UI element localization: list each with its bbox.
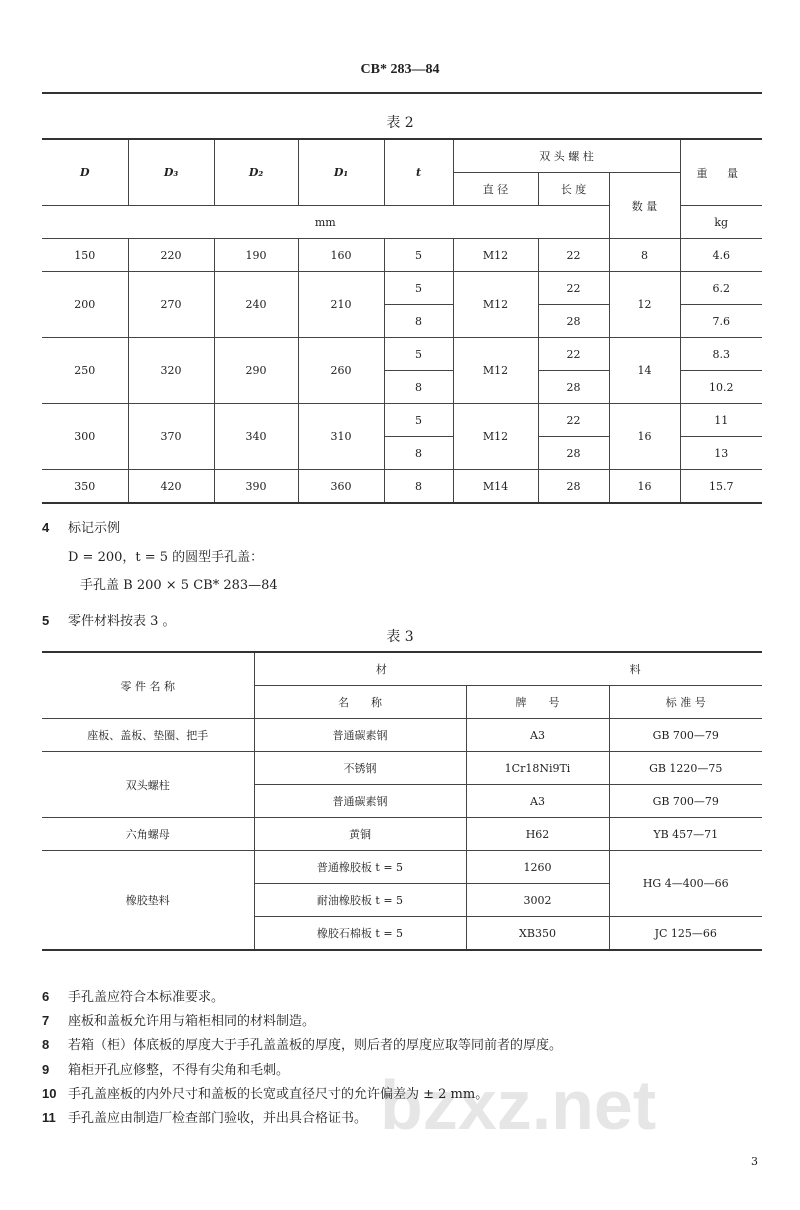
col-material-name: 名 称 xyxy=(254,686,466,719)
cell: 16 xyxy=(609,404,680,470)
cell: 5 xyxy=(384,239,453,272)
cell: 420 xyxy=(128,470,214,504)
group-material xyxy=(254,652,762,686)
table-row xyxy=(42,239,762,272)
cell: 320 xyxy=(128,338,214,404)
table3-caption: 表 3 xyxy=(386,629,414,645)
col-standard: 标 准 号 xyxy=(609,686,762,719)
cell: 270 xyxy=(128,272,214,338)
item-text: 手孔盖应符合本标准要求。 xyxy=(68,990,225,1005)
item-number: 6 xyxy=(42,989,50,1004)
cell: 11 xyxy=(680,404,762,437)
item-7 xyxy=(42,1010,315,1029)
section-number: 5 xyxy=(42,613,50,628)
col-D2: D₂ xyxy=(214,139,298,206)
unit-mm: mm xyxy=(42,206,609,239)
cell: 220 xyxy=(128,239,214,272)
header-rule xyxy=(42,92,762,94)
unit-kg: kg xyxy=(680,206,762,239)
item-10 xyxy=(42,1083,488,1102)
cell: 22 xyxy=(538,338,609,371)
cell: 370 xyxy=(128,404,214,470)
cell: 22 xyxy=(538,239,609,272)
cell: 300 xyxy=(42,404,128,470)
cell: M12 xyxy=(453,272,538,338)
cell: 12 xyxy=(609,272,680,338)
item-11 xyxy=(42,1107,367,1126)
group-bolt: 双 头 螺 柱 xyxy=(453,139,680,173)
item-number: 7 xyxy=(42,1013,50,1028)
cell: 8.3 xyxy=(680,338,762,371)
table-row xyxy=(42,719,762,752)
material-label-left: 材 xyxy=(375,663,387,676)
item-number: 10 xyxy=(42,1086,57,1101)
col-grade: 牌 号 xyxy=(466,686,609,719)
cell: GB 1220—75 xyxy=(609,752,762,785)
cell: 5 xyxy=(384,338,453,371)
cell: HG 4—400—66 xyxy=(609,851,762,917)
cell: 双头螺柱 xyxy=(42,752,254,818)
cell: JC 125—66 xyxy=(609,917,762,951)
cell: M12 xyxy=(453,338,538,404)
cell: 13 xyxy=(680,437,762,470)
cell: 22 xyxy=(538,404,609,437)
item-text: 座板和盖板允许用与箱柜相同的材料制造。 xyxy=(68,1014,316,1029)
cell: 普通碳素钢 xyxy=(254,785,466,818)
item-8 xyxy=(42,1034,562,1053)
col-quantity: 数 量 xyxy=(609,173,680,239)
item-text: 箱柜开孔应修整，不得有尖角和毛刺。 xyxy=(68,1063,290,1078)
col-D3: D₃ xyxy=(128,139,214,206)
cell: 8 xyxy=(384,371,453,404)
cell: 不锈钢 xyxy=(254,752,466,785)
cell: 5 xyxy=(384,272,453,305)
material-label-right: 料 xyxy=(629,663,641,676)
cell: XB350 xyxy=(466,917,609,951)
section-number: 4 xyxy=(42,520,50,535)
table-row xyxy=(42,404,762,437)
cell: 260 xyxy=(298,338,384,404)
cell: M14 xyxy=(453,470,538,504)
cell: 3002 xyxy=(466,884,609,917)
cell: 7.6 xyxy=(680,305,762,338)
cell: 390 xyxy=(214,470,298,504)
section-text: 零件材料按表 3 。 xyxy=(68,614,176,629)
item-text: 手孔盖应由制造厂检查部门验收，并出具合格证书。 xyxy=(68,1111,368,1126)
cell: 8 xyxy=(384,305,453,338)
cell: 350 xyxy=(42,470,128,504)
table-row xyxy=(42,470,762,504)
cell: 310 xyxy=(298,404,384,470)
col-length: 长 度 xyxy=(538,173,609,206)
cell: 普通碳素钢 xyxy=(254,719,466,752)
cell: M12 xyxy=(453,239,538,272)
table-row xyxy=(42,338,762,371)
table-row xyxy=(42,272,762,305)
table-row xyxy=(42,851,762,884)
col-weight: 重 量 xyxy=(680,139,762,206)
cell: 250 xyxy=(42,338,128,404)
document-header: CB* 283—84 xyxy=(360,62,440,77)
item-6 xyxy=(42,986,224,1005)
cell: 16 xyxy=(609,470,680,504)
cell: A3 xyxy=(466,785,609,818)
cell: 10.2 xyxy=(680,371,762,404)
marking-example-line1: D = 200，t = 5 的圆型手孔盖： xyxy=(68,550,264,565)
cell: GB 700—79 xyxy=(609,719,762,752)
cell: 1Cr18Ni9Ti xyxy=(466,752,609,785)
cell: 210 xyxy=(298,272,384,338)
cell: 160 xyxy=(298,239,384,272)
table-row xyxy=(42,752,762,785)
item-number: 11 xyxy=(42,1110,56,1125)
cell: 橡胶石棉板 t = 5 xyxy=(254,917,466,951)
cell: A3 xyxy=(466,719,609,752)
marking-example-line2: 手孔盖 B 200 × 5 CB* 283—84 xyxy=(80,578,278,593)
cell: 28 xyxy=(538,470,609,504)
item-9 xyxy=(42,1059,289,1078)
watermark: bzxz.net xyxy=(380,1066,657,1144)
cell: M12 xyxy=(453,404,538,470)
cell: 座板、盖板、垫圈、把手 xyxy=(42,719,254,752)
cell: 28 xyxy=(538,371,609,404)
cell: 5 xyxy=(384,404,453,437)
table3 xyxy=(42,651,762,951)
page-number: 3 xyxy=(751,1155,758,1168)
item-text: 手孔盖座板的内外尺寸和盖板的长宽或直径尺寸的允许偏差为 ± 2 mm。 xyxy=(68,1087,489,1102)
cell: 普通橡胶板 t = 5 xyxy=(254,851,466,884)
cell: 290 xyxy=(214,338,298,404)
cell: 橡胶垫料 xyxy=(42,851,254,951)
cell: 六角螺母 xyxy=(42,818,254,851)
cell: 28 xyxy=(538,437,609,470)
cell: 4.6 xyxy=(680,239,762,272)
cell: 190 xyxy=(214,239,298,272)
col-part-name: 零 件 名 称 xyxy=(42,652,254,719)
col-D1: D₁ xyxy=(298,139,384,206)
table2 xyxy=(42,138,762,504)
col-D: D xyxy=(42,139,128,206)
section-text: 标记示例 xyxy=(68,521,121,536)
cell: 8 xyxy=(384,470,453,504)
cell: 14 xyxy=(609,338,680,404)
cell: 22 xyxy=(538,272,609,305)
cell: YB 457—71 xyxy=(609,818,762,851)
item-number: 8 xyxy=(42,1037,50,1052)
table2-caption: 表 2 xyxy=(386,115,414,131)
cell: 6.2 xyxy=(680,272,762,305)
cell: 黄铜 xyxy=(254,818,466,851)
cell: 240 xyxy=(214,272,298,338)
item-text: 若箱（柜）体底板的厚度大于手孔盖盖板的厚度，则后者的厚度应取等同前者的厚度。 xyxy=(68,1038,563,1053)
cell: 耐油橡胶板 t = 5 xyxy=(254,884,466,917)
col-t: t xyxy=(384,139,453,206)
cell: 8 xyxy=(384,437,453,470)
table-row xyxy=(42,818,762,851)
cell: H62 xyxy=(466,818,609,851)
cell: 1260 xyxy=(466,851,609,884)
cell: 28 xyxy=(538,305,609,338)
cell: 150 xyxy=(42,239,128,272)
cell: 340 xyxy=(214,404,298,470)
item-number: 9 xyxy=(42,1062,50,1077)
cell: 200 xyxy=(42,272,128,338)
col-diameter: 直 径 xyxy=(453,173,538,206)
cell: 360 xyxy=(298,470,384,504)
cell: GB 700—79 xyxy=(609,785,762,818)
section-4-title xyxy=(42,517,120,536)
cell: 15.7 xyxy=(680,470,762,504)
cell: 8 xyxy=(609,239,680,272)
